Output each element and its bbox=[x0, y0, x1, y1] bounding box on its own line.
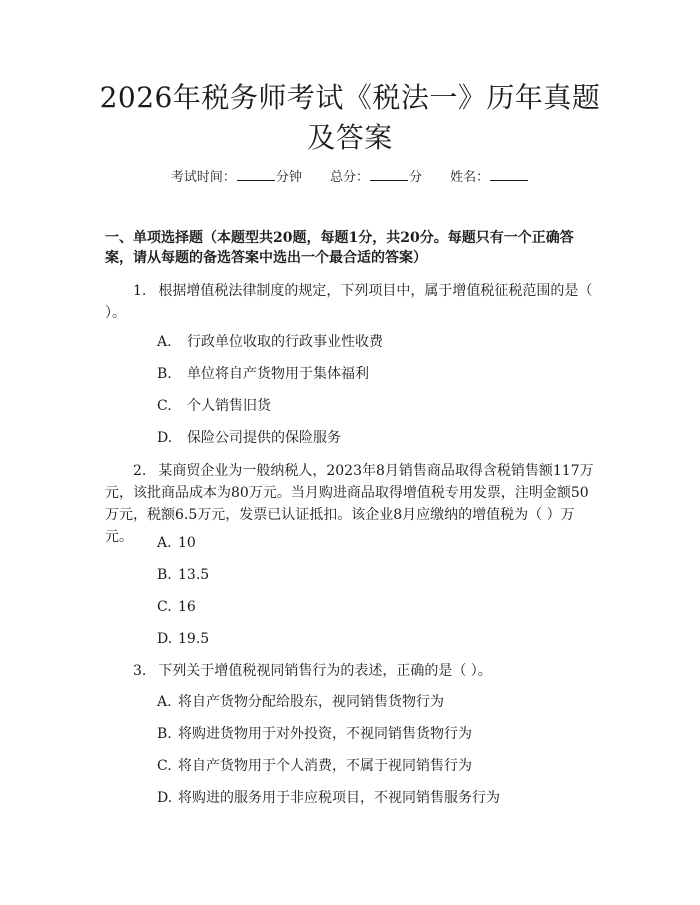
question-1-option-b[interactable] bbox=[157, 364, 369, 384]
option-text: 13.5 bbox=[178, 567, 210, 583]
option-label: C. bbox=[157, 758, 172, 774]
total-score-unit: 分 bbox=[409, 170, 423, 185]
option-label: C. bbox=[157, 599, 172, 615]
question-2-stem: 某商贸企业为一般纳税人，2023年8月销售商品取得含税销售额117万元，该批商品成本为80万元。当月购进商品取得增值税专用发票，注明金额50万元，税额6.5万元，发票已认证抵扣。该企业8月应缴纳的增值税为（ ）万元。 bbox=[105, 463, 594, 545]
exam-time-label: 考试时间： bbox=[170, 170, 236, 185]
total-score-field bbox=[330, 170, 422, 185]
total-score-blank bbox=[370, 168, 408, 181]
question-3-option-b[interactable] bbox=[157, 724, 472, 744]
exam-time-blank bbox=[237, 168, 275, 181]
name-blank bbox=[490, 168, 528, 181]
option-text: 行政单位收取的行政事业性收费 bbox=[187, 334, 383, 350]
name-field bbox=[450, 170, 529, 185]
option-text: 单位将自产货物用于集体福利 bbox=[187, 366, 369, 382]
exam-time-field bbox=[171, 170, 302, 185]
question-2-option-b[interactable] bbox=[157, 565, 209, 585]
question-2-number: 2. bbox=[133, 463, 147, 479]
question-3-option-c[interactable] bbox=[157, 756, 472, 776]
question-2-option-a[interactable] bbox=[157, 533, 196, 553]
question-1-number: 1. bbox=[133, 283, 147, 299]
exam-info-line bbox=[0, 168, 700, 188]
option-text: 16 bbox=[178, 599, 196, 615]
section-heading: 一、单项选择题（本题型共20题，每题1分，共20分。每题只有一个正确答案，请从每题的备选答案中选出一个最合适的答案） bbox=[105, 230, 574, 266]
document-title: 2026年税务师考试《税法一》历年真题及答案 bbox=[99, 81, 601, 154]
option-label: D. bbox=[157, 430, 173, 446]
name-label: 姓名： bbox=[450, 170, 490, 185]
question-3-stem: 下列关于增值税视同销售行为的表述，正确的是（ ）。 bbox=[158, 663, 492, 679]
question-2-option-c[interactable] bbox=[157, 597, 196, 617]
option-text: 将购进的服务用于非应税项目，不视同销售服务行为 bbox=[178, 790, 500, 806]
option-text: 将自产货物分配给股东，视同销售货物行为 bbox=[178, 694, 444, 710]
question-1 bbox=[105, 280, 601, 324]
option-label: A. bbox=[157, 694, 172, 710]
option-text: 19.5 bbox=[178, 631, 210, 647]
option-text: 10 bbox=[178, 535, 196, 551]
option-label: D. bbox=[157, 631, 173, 647]
question-3-option-a[interactable] bbox=[157, 692, 444, 712]
option-label: A. bbox=[157, 334, 172, 350]
option-label: A. bbox=[157, 535, 172, 551]
total-score-label: 总分： bbox=[329, 170, 369, 185]
option-label: C. bbox=[157, 398, 172, 414]
option-text: 个人销售旧货 bbox=[187, 398, 271, 414]
option-label: B. bbox=[157, 726, 172, 742]
option-label: D. bbox=[157, 790, 173, 806]
question-2-option-d[interactable] bbox=[157, 629, 209, 649]
question-1-option-d[interactable] bbox=[157, 428, 341, 448]
option-text: 将购进货物用于对外投资，不视同销售货物行为 bbox=[178, 726, 472, 742]
option-text: 将自产货物用于个人消费，不属于视同销售行为 bbox=[178, 758, 472, 774]
exam-time-unit: 分钟 bbox=[275, 170, 302, 185]
question-3-number: 3. bbox=[133, 663, 147, 679]
option-label: B. bbox=[157, 567, 172, 583]
option-text: 保险公司提供的保险服务 bbox=[187, 430, 341, 446]
question-1-stem: 根据增值税法律制度的规定，下列项目中，属于增值税征税范围的是（ ）。 bbox=[105, 283, 593, 321]
question-3 bbox=[105, 660, 601, 682]
question-3-option-d[interactable] bbox=[157, 788, 500, 808]
question-1-option-c[interactable] bbox=[157, 396, 271, 416]
option-label: B. bbox=[157, 366, 172, 382]
question-1-option-a[interactable] bbox=[157, 332, 383, 352]
